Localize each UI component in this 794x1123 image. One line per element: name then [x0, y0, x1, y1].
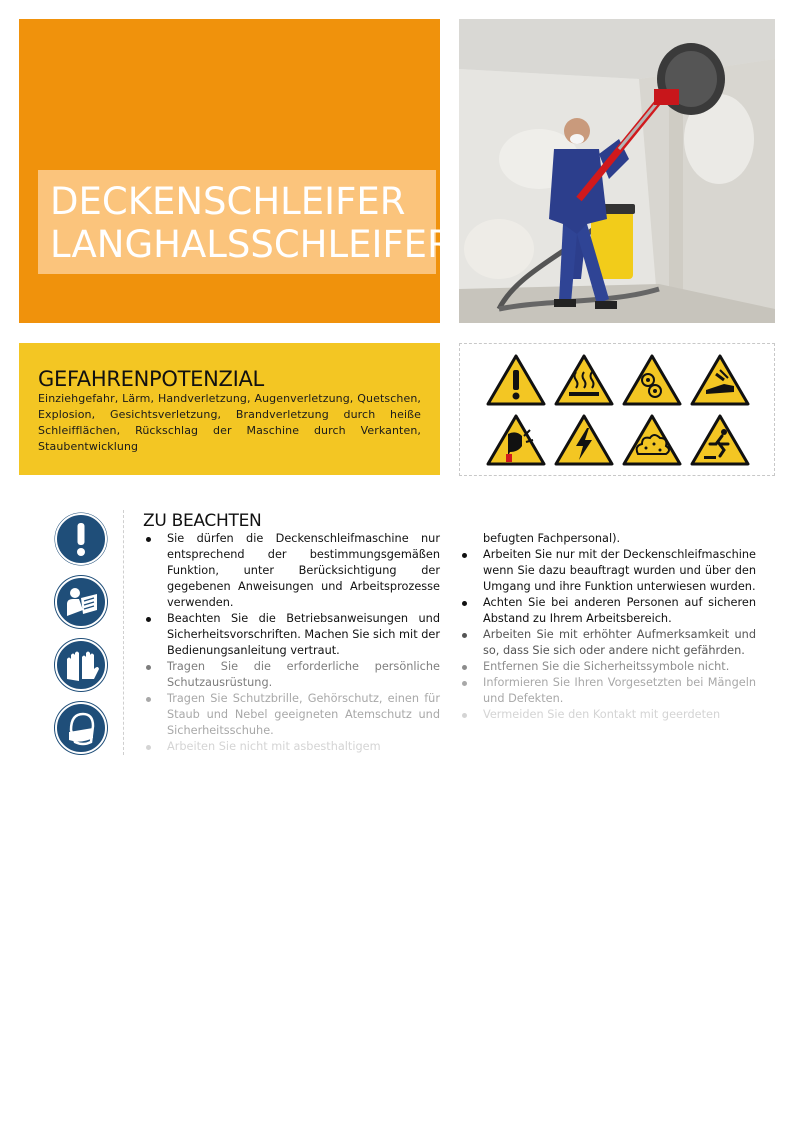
entanglement-warning-icon [622, 354, 682, 406]
list-item: Vermeiden Sie den Kontakt mit geerdeten [459, 707, 756, 723]
trip-hazard-warning-icon [690, 414, 750, 466]
general-mandatory-icon [53, 511, 109, 567]
general-warning-icon [486, 354, 546, 406]
warning-signs-panel [459, 343, 775, 476]
list-item: Tragen Sie Schutzbrille, Gehörschutz, einen für Staub und Nebel geeigneten Atemschutz und Sicherheitsschuhe. [143, 691, 440, 739]
notes-heading: ZU BEACHTEN [143, 511, 262, 531]
list-item: Informieren Sie Ihren Vorgesetzten bei Mängeln und Defekten. [459, 675, 756, 707]
list-item: Arbeiten Sie nur mit der Deckenschleifmaschine wenn Sie dazu beauftragt wurden und über den Umgang und ihre Funktion unterwiesen wurden. [459, 547, 756, 595]
list-item: Arbeiten Sie nicht mit asbesthaltigem [143, 739, 440, 755]
face-injury-warning-icon [486, 414, 546, 466]
explosive-atmosphere-warning-icon [622, 414, 682, 466]
list-item: Sie dürfen die Deckenschleifmaschine nur entsprechend der bestimmungsgemäßen Funktion, unter Berücksichtigung der gegebenen Anweisungen und Arbeitsprozesse verwenden. [143, 531, 440, 611]
hand-crush-warning-icon [690, 354, 750, 406]
worker-photo [459, 19, 775, 323]
column-divider [123, 510, 124, 755]
read-manual-icon [53, 574, 109, 630]
title-line-2: LANGHALSSCHLEIFER [50, 223, 453, 266]
hero-banner [19, 19, 453, 323]
wear-mask-icon [53, 700, 109, 756]
electricity-warning-icon [554, 414, 614, 466]
title-line-1: DECKENSCHLEIFER [50, 180, 406, 223]
notes-left-column [143, 531, 440, 755]
list-item-continuation: befugten Fachpersonal). [483, 532, 621, 545]
notes-right-column [459, 531, 756, 723]
list-item: Achten Sie bei anderen Personen auf sicheren Abstand zu Ihrem Arbeitsbereich. [459, 595, 756, 627]
title-box [38, 170, 453, 274]
list-item: Entfernen Sie die Sicherheitssymbole nicht. [459, 659, 756, 675]
wear-gloves-icon [53, 637, 109, 693]
hot-surface-warning-icon [554, 354, 614, 406]
list-item: Beachten Sie die Betriebsanweisungen und Sicherheitsvorschriften. Machen Sie sich mit der Bedienungsanleitung vertraut. [143, 611, 440, 659]
list-item: Arbeiten Sie mit erhöhter Aufmerksamkeit und so, dass Sie sich oder andere nicht gefährden. [459, 627, 756, 659]
hazard-heading: GEFAHRENPOTENZIAL [38, 367, 264, 391]
hazard-text: Einziehgefahr, Lärm, Handverletzung, Augenverletzung, Quetschen, Explosion, Gesichtsverletzung, Brandverletzung durch heiße Schleifflächen, Rückschlag der Maschine durch Verkanten, Staubentwicklung [38, 392, 421, 453]
hazard-panel [19, 343, 440, 475]
list-item: Tragen Sie die erforderliche persönliche Schutzausrüstung. [143, 659, 440, 691]
